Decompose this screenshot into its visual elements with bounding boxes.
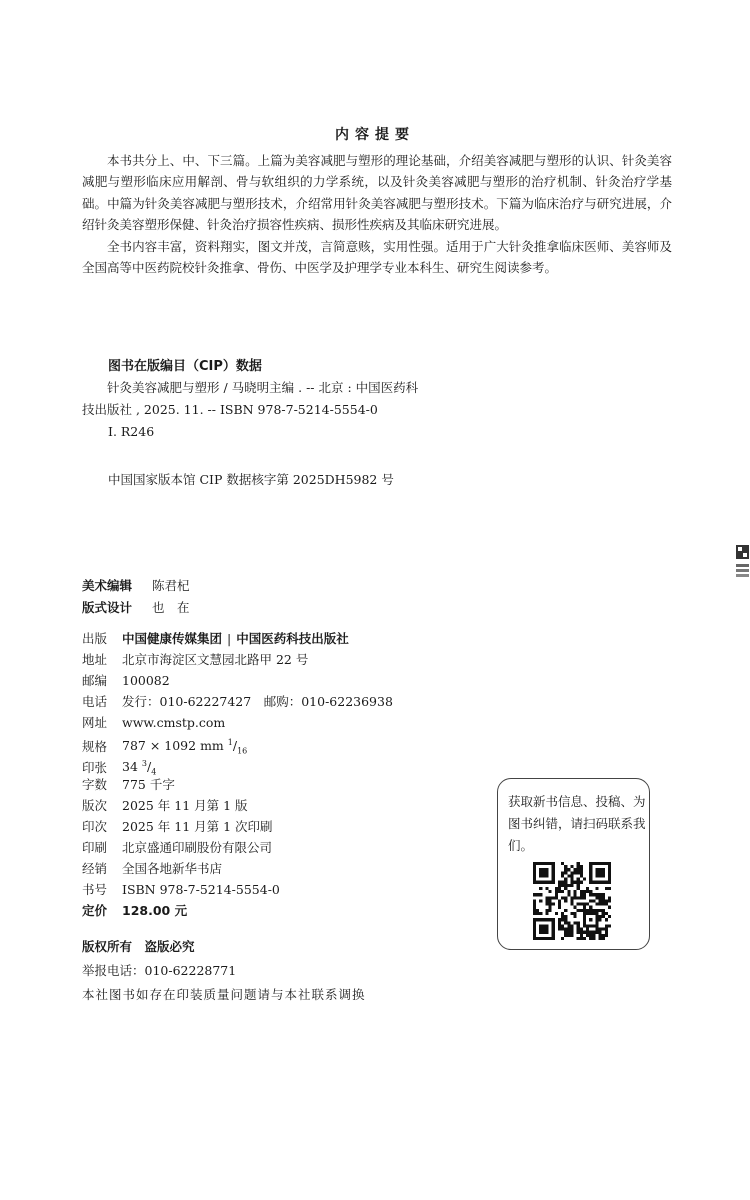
spec-label: 规格 (82, 738, 108, 754)
abstract-paragraph: 本书共分上、中、下三篇。上篇为美容减肥与塑形的理论基础，介绍美容减肥与塑形的认识、针灸美容减肥与塑形临床应用解剖、骨与软组织的力学系统，以及针灸美容减肥与塑形的治疗机制、针灸治疗学基础。中篇为针灸美容减肥与塑形技术，介绍常用针灸美容减肥与塑形技术。下篇为临床治疗与研究进展，介绍针灸美容塑形保健、针灸治疗损容性疾病、损形性疾病及其临床研究进展。 (82, 153, 672, 233)
isbn-label: 书号 (82, 881, 108, 897)
price-value: 128.00 元 (122, 902, 188, 918)
layout-designer-name: 也 在 (151, 600, 190, 615)
edition-row (82, 796, 393, 817)
isbn-value: ISBN 978-7-5214-5554-0 (122, 881, 280, 897)
price-row (82, 901, 393, 922)
words-value: 775 千字 (122, 777, 175, 793)
layout-designer-row (82, 598, 190, 616)
cip-record-text: 针灸美容减肥与塑形 / 马晓明主编 . -- 北京 : 中国医药科技出版社 , 2025. 11. -- ISBN 978-7-5214-5554-0 (82, 380, 419, 417)
website-row (82, 713, 393, 734)
report-phone: 举报电话：010-62228771 (82, 963, 237, 978)
sheets-slash: / (146, 759, 152, 775)
abstract-body (82, 150, 672, 278)
quality-notice: 本社图书如存在印装质量问题请与本社联系调换 (82, 987, 366, 1002)
cip-title: 图书在版编目（CIP）数据 (108, 359, 262, 374)
website-value: www.cmstp.com (122, 714, 226, 730)
edition-label: 版次 (82, 798, 108, 814)
publisher-group: 中国健康传媒集团 (122, 631, 223, 646)
distributor-row (82, 859, 393, 880)
cip-number: 中国国家版本馆 CIP 数据核字第 2025DH5982 号 (108, 472, 394, 487)
publication-info (82, 629, 393, 921)
phone-label: 电话 (82, 693, 108, 709)
spec-denominator: 16 (237, 747, 248, 757)
printer-row (82, 838, 393, 859)
printer-value: 北京盛通印刷股份有限公司 (122, 839, 273, 855)
abstract-paragraph: 全书内容丰富，资料翔实，图文并茂，言简意赅，实用性强。适用于广大针灸推拿临床医师、美容师及全国高等中医药院校针灸推拿、骨伤、中医学及护理学专业本科生、研究生阅读参考。 (82, 238, 672, 276)
sheets-main: 34 (122, 759, 142, 775)
publisher-label: 出版 (82, 631, 108, 646)
printing-row (82, 817, 393, 838)
spec-main: 787 × 1092 mm (122, 738, 228, 754)
cip-record (82, 377, 422, 443)
publisher-row (82, 629, 393, 650)
isbn-row (82, 880, 393, 901)
spec-slash: / (232, 738, 238, 754)
website-label: 网址 (82, 714, 108, 730)
spec-numerator: 1 (227, 738, 233, 748)
art-editor-row (82, 576, 190, 594)
phone-value: 发行：010-62227427 邮购：010-62236938 (122, 693, 393, 709)
address-row (82, 650, 393, 671)
address-value: 北京市海淀区文慧园北路甲 22 号 (122, 651, 309, 667)
publisher-name: 中国医药科技出版社 (236, 631, 349, 646)
cip-classification: Ⅰ. R246 (108, 424, 155, 439)
qr-panel-text: 获取新书信息、投稿、为图书纠错，请扫码联系我们。 (508, 794, 646, 853)
postcode-label: 邮编 (82, 672, 108, 688)
side-edge-mark-icon (733, 545, 750, 585)
postcode-value: 100082 (122, 672, 170, 688)
sheets-denominator: 4 (151, 768, 157, 777)
sheets-numerator: 3 (141, 759, 147, 769)
publisher-divider: | (227, 631, 232, 646)
qr-code-icon[interactable] (533, 862, 611, 940)
copyright-notice: 版权所有 盗版必究 (82, 939, 195, 954)
words-label: 字数 (82, 777, 108, 793)
distributor-label: 经销 (82, 860, 108, 876)
phone-row (82, 692, 393, 713)
layout-designer-label: 版式设计 (82, 600, 133, 615)
printing-label: 印次 (82, 819, 108, 835)
printer-label: 印刷 (82, 839, 108, 855)
price-label: 定价 (82, 902, 108, 918)
printing-value: 2025 年 11 月第 1 次印刷 (122, 819, 273, 835)
words-row (82, 775, 393, 796)
art-editor-label: 美术编辑 (82, 578, 133, 593)
postcode-row (82, 671, 393, 692)
spec-row (82, 733, 393, 757)
edition-value: 2025 年 11 月第 1 版 (122, 798, 248, 814)
address-label: 地址 (82, 651, 108, 667)
abstract-title: 内容提要 (335, 127, 415, 143)
sheets-label: 印张 (82, 759, 108, 775)
distributor-value: 全国各地新华书店 (122, 860, 223, 876)
art-editor-name: 陈君杞 (151, 578, 190, 593)
